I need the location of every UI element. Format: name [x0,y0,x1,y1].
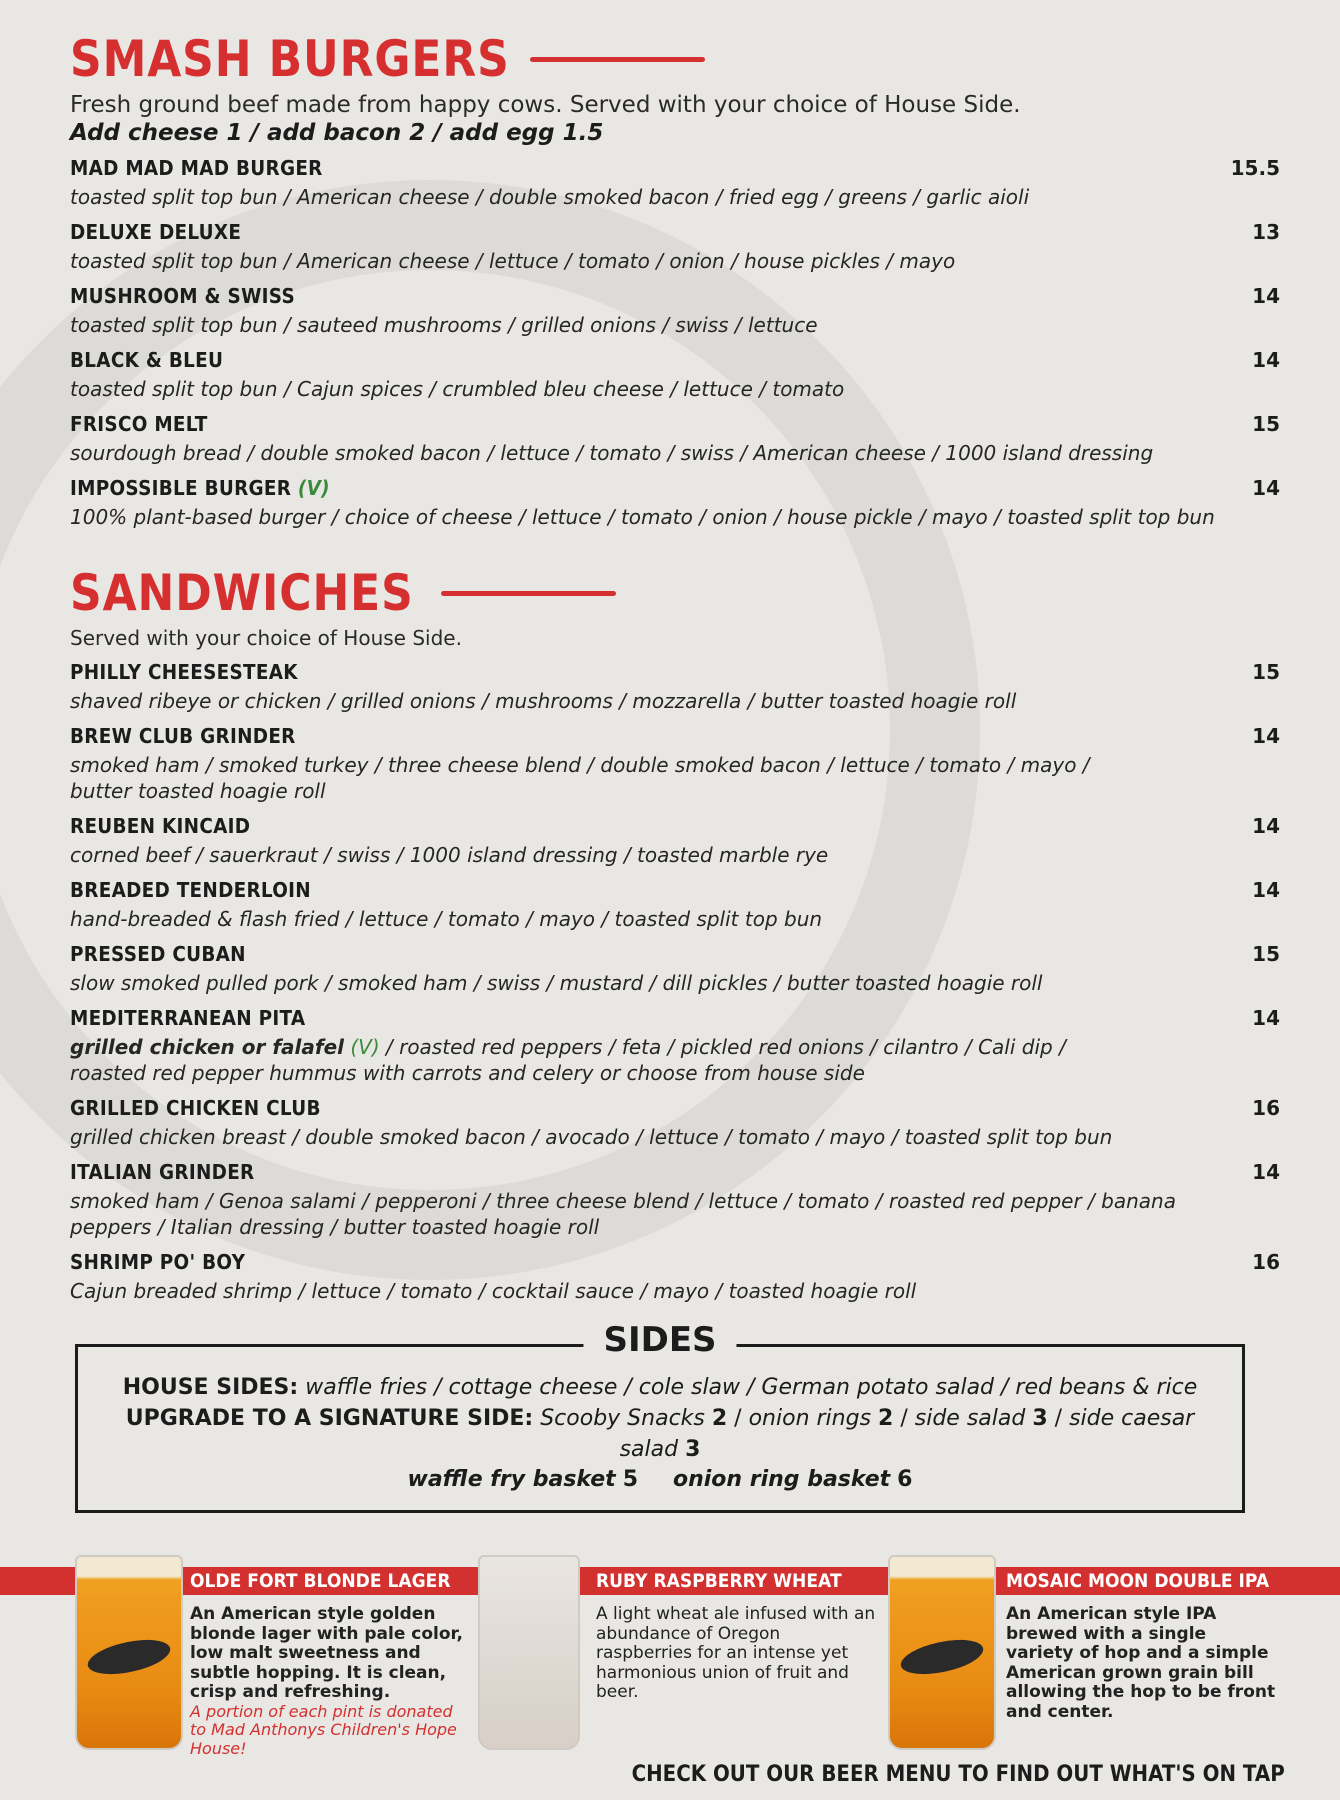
menu-item [70,1096,1280,1150]
sides-box [75,1344,1245,1513]
upgrade-price: 3 [685,1436,701,1462]
item-desc: corned beef / sauerkraut / swiss / 1000 island dressing / toasted marble rye [70,843,829,867]
item-desc: smoked ham / smoked turkey / three cheese blend / double smoked bacon / lettuce / tomato / mayo / butter toasted hoagie roll [70,753,1090,803]
item-price: 15 [1252,412,1280,436]
beer-glass-icon [888,1555,996,1750]
item-desc: shaved ribeye or chicken / grilled onions / mushrooms / mozzarella / butter toasted hoagie roll [70,689,1017,713]
item-name: GRILLED CHICKEN CLUB [70,1096,321,1120]
item-desc [70,1034,1090,1086]
item-desc: toasted split top bun / American cheese / lettuce / tomato / onion / house pickles / mayo [70,249,956,273]
title-rule [530,57,705,62]
item-desc-rest: / roasted red peppers / feta / pickled red onions / cilantro / Cali dip / roasted red pepper hummus with carrots and celery or choose from house side [70,1035,1066,1085]
item-price: 15 [1252,660,1280,684]
beer-name: OLDE FORT BLONDE LAGER [190,1570,451,1592]
basket-item: onion ring basket [672,1467,891,1493]
item-desc: hand-breaded & flash fried / lettuce / tomato / mayo / toasted split top bun [70,907,823,931]
burgers-intro: Fresh ground beef made from happy cows. Served with your choice of House Side. [70,92,1021,118]
item-desc: toasted split top bun / American cheese / double smoked bacon / fried egg / greens / garlic aioli [70,185,1030,209]
basket-price: 5 [622,1467,639,1493]
item-desc: grilled chicken breast / double smoked bacon / avocado / lettuce / tomato / mayo / toasted split top bun [70,1125,1113,1149]
beer-glass-icon [478,1555,580,1750]
item-price: 14 [1252,476,1280,500]
menu-item [70,220,1280,274]
item-name: BREW CLUB GRINDER [70,724,296,748]
beer-name: MOSAIC MOON DOUBLE IPA [1006,1570,1270,1592]
vegetarian-tag: (V) [297,476,330,500]
baskets-line [98,1465,1222,1496]
item-price: 14 [1252,1006,1280,1030]
menu-item [70,878,1280,932]
menu-item [70,814,1280,868]
upgrade-label: UPGRADE TO A SIGNATURE SIDE: [125,1405,534,1431]
burgers-section [70,30,1280,530]
upgrade-sides-line: UPGRADE TO A SIGNATURE SIDE: Scooby Snacks 2 / onion rings 2 / side salad 3 / side caesar salad 3 [125,1405,1195,1462]
upgrade-item: Scooby Snacks [540,1405,705,1431]
item-price: 14 [1252,878,1280,902]
item-price: 16 [1252,1250,1280,1274]
upgrade-item: side salad [914,1405,1026,1431]
beer-feature [888,1555,1328,1755]
item-desc-lead: grilled chicken or falafel [70,1035,344,1059]
beer-feature [75,1555,475,1758]
upgrade-price: 2 [878,1405,894,1431]
beer-donation-note: A portion of each pint is donated to Mad Anthonys Children's Hope House! [190,1702,457,1758]
item-name: REUBEN KINCAID [70,814,251,838]
menu-item [70,476,1280,530]
item-name: BLACK & BLEU [70,348,224,372]
beer-menu-cta: CHECK OUT OUR BEER MENU TO FIND OUT WHAT'S ON TAP [631,1762,1285,1787]
beer-desc: A light wheat ale infused with an abundance of Oregon raspberries for an intense yet harmonious union of fruit and beer. [596,1604,876,1703]
item-name: MAD MAD MAD BURGER [70,156,323,180]
menu-item [70,348,1280,402]
item-price: 16 [1252,1096,1280,1120]
item-price: 14 [1252,1160,1280,1184]
item-desc: Cajun breaded shrimp / lettuce / tomato / cocktail sauce / mayo / toasted hoagie roll [70,1279,917,1303]
menu-item [70,156,1280,210]
house-sides-label: HOUSE SIDES: [122,1375,299,1400]
house-sides-list: waffle fries / cottage cheese / cole slaw / German potato salad / red beans & rice [305,1375,1198,1400]
burgers-addons: Add cheese 1 / add bacon 2 / add egg 1.5 [70,120,604,146]
brewery-logo [85,1634,173,1681]
beer-glass-icon [75,1555,183,1750]
beer-name: RUBY RASPBERRY WHEAT [596,1570,842,1592]
sandwiches-section [70,564,1280,1304]
item-price: 14 [1252,814,1280,838]
item-name: PRESSED CUBAN [70,942,246,966]
item-desc: toasted split top bun / sauteed mushrooms / grilled onions / swiss / lettuce [70,313,818,337]
beer-desc: An American style IPA brewed with a single variety of hop and a simple American grown grain bill allowing the hop to be front and center. [1006,1604,1276,1722]
item-name: MEDITERRANEAN PITA [70,1006,306,1030]
item-name: FRISCO MELT [70,412,208,436]
sides-section [75,1320,1245,1513]
item-name: PHILLY CHEESESTEAK [70,660,298,684]
item-price: 15.5 [1230,156,1280,180]
item-price: 13 [1252,220,1280,244]
item-price: 15 [1252,942,1280,966]
menu-item [70,660,1280,714]
upgrade-item: side caesar salad [619,1405,1195,1462]
item-desc: toasted split top bun / Cajun spices / crumbled bleu cheese / lettuce / tomato [70,377,845,401]
sides-title: SIDES [583,1320,736,1360]
beer-feature [478,1555,878,1755]
menu-item [70,284,1280,338]
menu-item [70,942,1280,996]
item-desc: slow smoked pulled pork / smoked ham / swiss / mustard / dill pickles / butter toasted hoagie roll [70,971,1043,995]
menu-item [70,1250,1280,1304]
sandwiches-header [70,564,1280,622]
item-name: BREADED TENDERLOIN [70,878,311,902]
burgers-header [70,30,1280,88]
menu-item [70,412,1280,466]
item-name-text: IMPOSSIBLE BURGER [70,476,292,500]
basket-price: 6 [897,1467,913,1493]
title-rule [441,591,616,596]
item-desc: smoked ham / Genoa salami / pepperoni / three cheese blend / lettuce / tomato / roasted red pepper / banana peppers / Italian dressing / butter toasted hoagie roll [70,1189,1176,1239]
menu-item [70,1006,1280,1086]
item-name [70,476,1137,500]
sandwiches-title: SANDWICHES [70,564,414,622]
beer-features [0,1555,1340,1758]
upgrade-price: 2 [711,1405,728,1431]
menu-item [70,1160,1280,1240]
vegetarian-tag: (V) [350,1035,380,1059]
item-price: 14 [1252,724,1280,748]
item-name: DELUXE DELUXE [70,220,242,244]
brewery-logo [898,1634,986,1681]
item-desc: sourdough bread / double smoked bacon / lettuce / tomato / swiss / American cheese / 1000 island dressing [70,441,1154,465]
menu-item [70,724,1280,804]
item-desc: 100% plant-based burger / choice of cheese / lettuce / tomato / onion / house pickle / mayo / toasted split top bun [70,505,1215,529]
item-price: 14 [1252,348,1280,372]
burgers-title: SMASH BURGERS [70,30,510,88]
house-sides-line [98,1373,1222,1404]
beer-desc: An American style golden blonde lager with pale color, low malt sweetness and subtle hopping. It is clean, crisp and refreshing. [190,1604,463,1703]
upgrade-price: 3 [1032,1405,1048,1431]
sandwiches-intro: Served with your choice of House Side. [70,626,462,650]
basket-item: waffle fry basket [407,1467,616,1493]
upgrade-item: onion rings [748,1405,872,1431]
item-name: ITALIAN GRINDER [70,1160,255,1184]
item-name: SHRIMP PO' BOY [70,1250,246,1274]
item-name: MUSHROOM & SWISS [70,284,296,308]
item-price: 14 [1252,284,1280,308]
